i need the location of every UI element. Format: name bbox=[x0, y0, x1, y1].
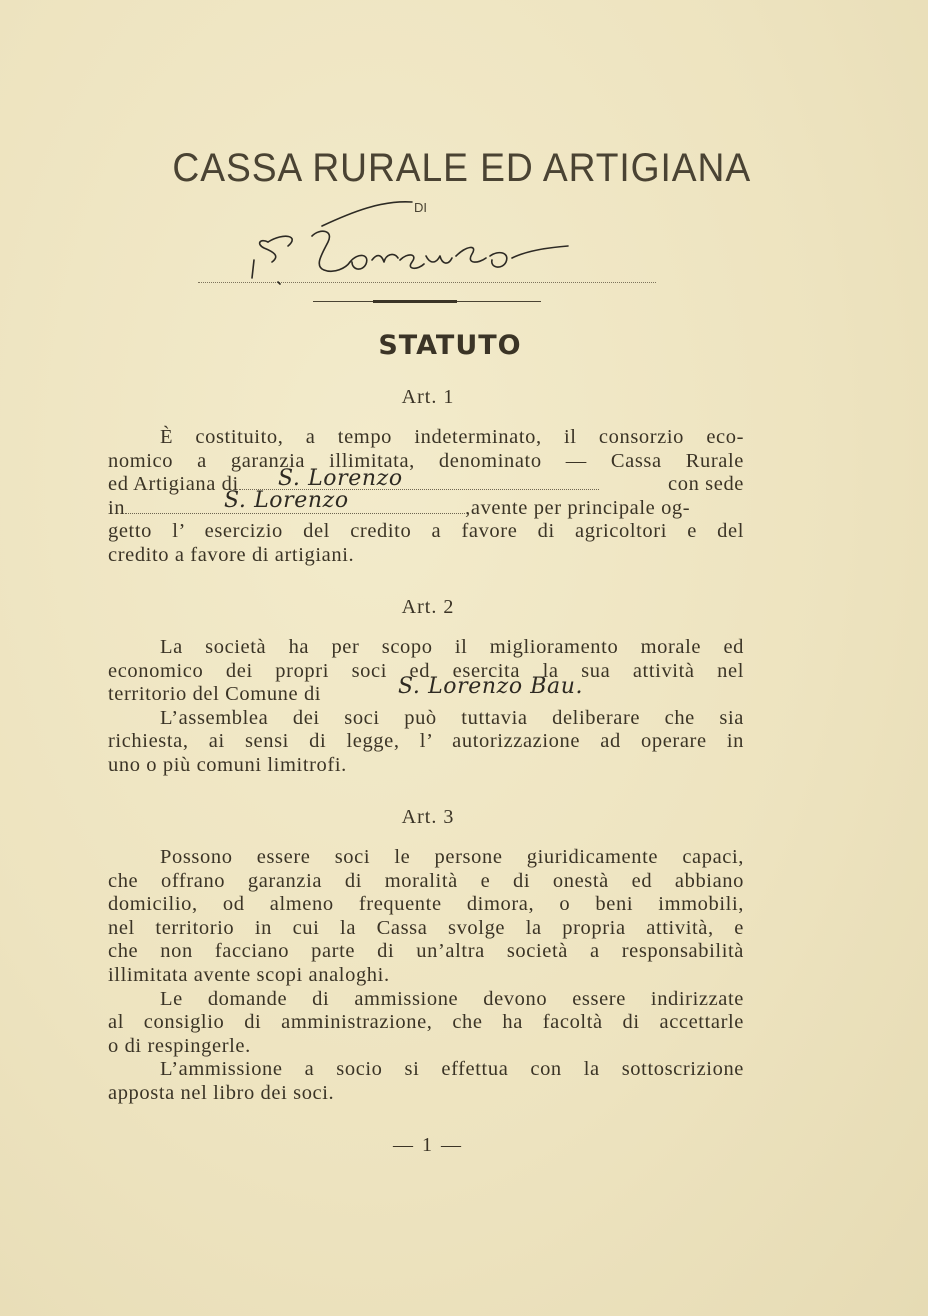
article-line: Possono essere soci le persone giuridicamente capaci, bbox=[160, 846, 744, 868]
article-line: che non facciano parte di un’altra società a responsabilità bbox=[108, 940, 744, 963]
article-text-fragment: in bbox=[108, 496, 126, 519]
article-2-body bbox=[108, 636, 744, 778]
article-line: apposta nel libro dei soci. bbox=[108, 1081, 335, 1104]
article-line: Le domande di ammissione devono essere indirizzate bbox=[160, 987, 744, 1010]
handwritten-fill: S. Lorenzo Bau. bbox=[398, 674, 584, 700]
article-line: L’ammissione a socio si effettua con la sottoscrizione bbox=[160, 1058, 744, 1081]
handwritten-fill: S. Lorenzo bbox=[224, 487, 349, 513]
page-number: — 1 — bbox=[393, 1134, 463, 1156]
article-line: nomico a garanzia illimitata, denominato — Cassa Rurale bbox=[108, 449, 744, 472]
article-line: richiesta, ai sensi di legge, l’ autorizzazione ad operare in bbox=[108, 730, 744, 753]
article-text-fragment: ed Artigiana di bbox=[108, 473, 239, 496]
article-line: o di respingerle. bbox=[108, 1034, 251, 1057]
article-line: che offrano garanzia di moralità e di onestà ed abbiano bbox=[108, 869, 744, 892]
handwritten-town-name bbox=[250, 212, 580, 288]
article-3-heading: Art. 3 bbox=[401, 806, 455, 828]
article-line: La società ha per scopo il miglioramento morale ed bbox=[160, 636, 744, 658]
article-line: getto l’ esercizio del credito a favore di agricoltori e del bbox=[108, 520, 744, 543]
article-line: L’assemblea dei soci può tuttavia deliberare che sia bbox=[160, 706, 744, 729]
article-1-heading: Art. 1 bbox=[401, 386, 455, 408]
article-line: uno o più comuni limitrofi. bbox=[108, 753, 347, 776]
article-1-body bbox=[108, 426, 744, 568]
article-2-heading: Art. 2 bbox=[401, 596, 455, 618]
article-line: domicilio, od almeno frequente dimora, o beni immobili, bbox=[108, 893, 744, 916]
article-line: economico dei propri soci ed esercita la sua attività nel bbox=[108, 659, 744, 682]
divider-rule-center bbox=[373, 300, 457, 303]
article-text-fragment: ,avente per principale og- bbox=[465, 496, 691, 519]
handwritten-fill: S. Lorenzo bbox=[278, 466, 403, 492]
article-line: credito a favore di artigiani. bbox=[108, 543, 355, 566]
article-line bbox=[108, 487, 744, 521]
article-line: illimitata avente scopi analoghi. bbox=[108, 963, 390, 986]
document-di: DI bbox=[414, 200, 427, 215]
article-text-fragment: con sede bbox=[668, 473, 744, 496]
article-3-body bbox=[108, 846, 744, 1106]
statuto-heading: STATUTO bbox=[378, 330, 522, 361]
document-title: CASSA RURALE ED ARTIGIANA bbox=[172, 146, 752, 190]
article-line: al consiglio di amministrazione, che ha facoltà di accettarle bbox=[108, 1011, 744, 1034]
article-line: È costituito, a tempo indeterminato, il consorzio eco- bbox=[160, 426, 744, 448]
article-line bbox=[108, 466, 744, 497]
article-line: nel territorio in cui la Cassa svolge la propria attività, e bbox=[108, 916, 744, 939]
article-text-fragment: territorio del Comune di bbox=[108, 683, 322, 706]
article-line bbox=[108, 674, 744, 707]
